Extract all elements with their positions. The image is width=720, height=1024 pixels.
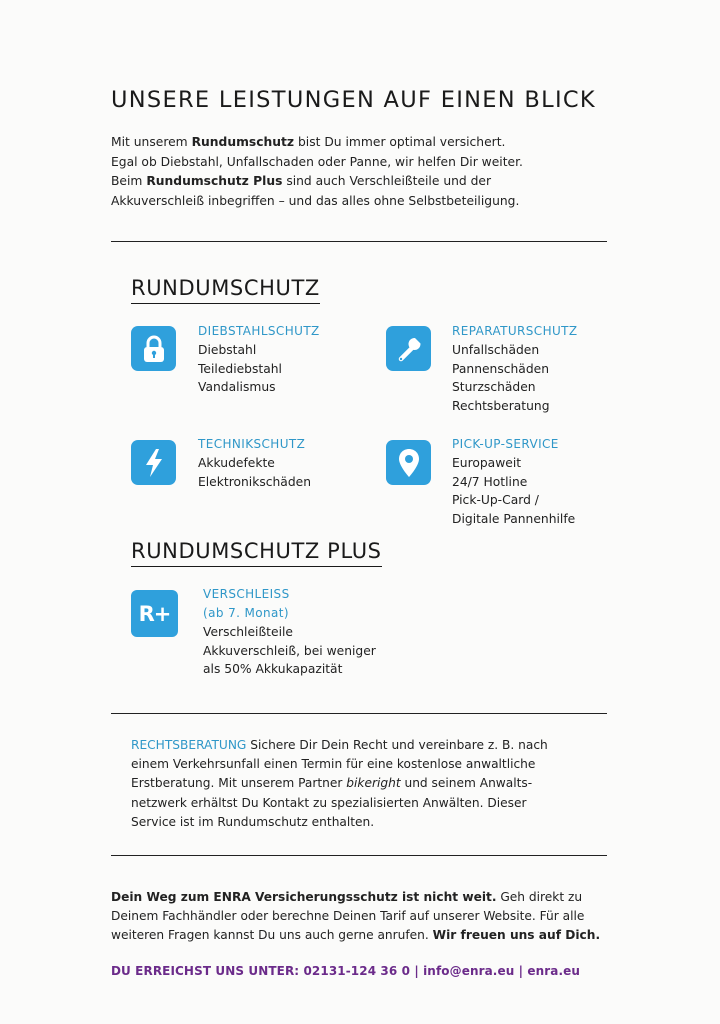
closing-text: weiteren Fragen kannst Du uns auch gerne anrufen. (111, 928, 433, 943)
service-line: Pannenschäden (452, 361, 550, 376)
service-line: Akkudefekte (198, 456, 275, 470)
lock-icon (131, 326, 176, 371)
legal-text: Sichere Dir Dein Recht und vereinbare z. B. nach (246, 738, 548, 752)
legal-text: Service ist im Rundumschutz enthalten. (131, 814, 375, 829)
service-line: Diebstahl (198, 343, 257, 357)
service-title: DIEBSTAHLSCHUTZ (198, 324, 320, 338)
r-plus-badge-text: R+ (138, 601, 171, 626)
service-subtitle: (ab 7. Monat) (203, 606, 289, 620)
partner-name: bikeright (346, 776, 401, 791)
wrench-icon (386, 326, 431, 371)
service-line: Pick-Up-Card / (452, 493, 539, 508)
intro-text: Akkuverschleiß inbegriffen – und das alles ohne Selbstbeteiligung. (111, 193, 520, 208)
service-line: Digitale Pannenhilfe (452, 512, 576, 527)
service-verschleiss (203, 585, 376, 679)
legal-text: netzwerk erhältst Du Kontakt zu spezialisierten Anwälten. Dieser (131, 795, 527, 810)
legal-label: RECHTSBERATUNG (131, 738, 247, 752)
service-title: TECHNIKSCHUTZ (198, 437, 306, 451)
service-line: Vandalismus (198, 380, 276, 395)
intro-paragraph (111, 133, 523, 211)
section-title-rundumschutz: RUNDUMSCHUTZ (131, 276, 320, 304)
service-line: Unfallschäden (452, 343, 540, 357)
location-pin-icon (386, 440, 431, 485)
service-reparaturschutz (452, 322, 578, 416)
service-line: Elektronikschäden (198, 474, 311, 489)
service-title: PICK-UP-SERVICE (452, 437, 559, 451)
service-line: Verschleißteile (203, 625, 293, 639)
intro-text: Beim (111, 174, 147, 188)
service-title: REPARATURSCHUTZ (452, 324, 578, 338)
service-diebstahlschutz (198, 322, 320, 397)
closing-text: Deinem Fachhändler oder berechne Deinen Tarif auf unserer Website. Für alle (111, 909, 585, 924)
divider (111, 241, 607, 242)
closing-bold: Wir freuen uns auf Dich. (432, 928, 601, 943)
page-title: UNSERE LEISTUNGEN AUF EINEN BLICK (111, 87, 596, 113)
service-technikschutz (198, 435, 311, 491)
intro-text: bist Du immer optimal versichert. (294, 135, 506, 149)
section-title-rundumschutz-plus: RUNDUMSCHUTZ PLUS (131, 539, 382, 567)
service-line: Sturzschäden (452, 380, 536, 395)
service-pick-up (452, 435, 575, 529)
service-line: Teilediebstahl (198, 361, 282, 376)
closing-paragraph (111, 888, 600, 946)
service-title: VERSCHLEISS (203, 587, 290, 601)
intro-bold: Rundumschutz (191, 135, 295, 149)
legal-paragraph (131, 736, 548, 832)
closing-text: Geh direkt zu (496, 890, 583, 904)
service-line: 24/7 Hotline (452, 474, 528, 489)
divider (111, 713, 607, 714)
service-line: Rechtsberatung (452, 399, 550, 414)
service-line: Europaweit (452, 456, 522, 470)
divider (111, 855, 607, 856)
lightning-icon (131, 440, 176, 485)
service-line: Akkuverschleiß, bei weniger (203, 643, 376, 658)
intro-text: Mit unserem (111, 135, 192, 149)
intro-text: sind auch Verschleißteile und der (282, 174, 492, 188)
intro-text: Egal ob Diebstahl, Unfallschaden oder Panne, wir helfen Dir weiter. (111, 154, 523, 169)
legal-text: einem Verkehrsunfall einen Termin für eine kostenlose anwaltliche (131, 757, 536, 772)
contact-line: DU ERREICHST UNS UNTER: 02131-124 36 0 | info@enra.eu | enra.eu (111, 964, 581, 978)
legal-text: und seinem Anwalts- (400, 776, 533, 791)
legal-text: Erstberatung. Mit unserem Partner (131, 776, 347, 791)
r-plus-badge-icon (131, 590, 178, 637)
intro-bold: Rundumschutz Plus (146, 174, 283, 188)
service-line: als 50% Akkukapazität (203, 662, 343, 677)
closing-bold: Dein Weg zum ENRA Versicherungsschutz ist nicht weit. (111, 890, 497, 904)
